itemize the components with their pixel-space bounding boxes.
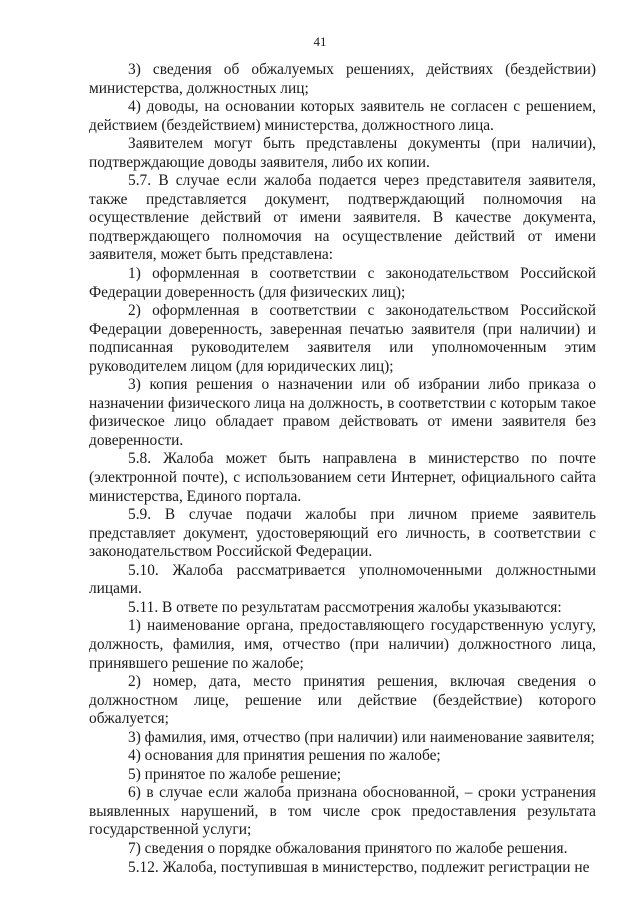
paragraph-5-7-item-3: 3) копия решения о назначении или об избрании либо приказа о назначении физического лица на должность, в соответствии с которым такое физическое лицо обладает правом действовать от имени заявителя без доверенности. [89,376,596,449]
paragraph-5-10: 5.10. Жалоба рассматривается уполномоченными должностными лицами. [89,561,596,598]
paragraph-5-11-item-1: 1) наименование органа, предоставляющего государственную услугу, должность, фамилия, имя, отчество (при наличии) должностного лица, принявшего решение по жалобе; [89,617,596,672]
paragraph-item-4-arguments: 4) доводы, на основании которых заявитель не согласен с решением, действием (бездействием) министерства, должностного лица. [89,98,596,134]
paragraph-5-7-item-1: 1) оформленная в соответствии с законодательством Российской Федерации доверенность (для физических лиц); [89,265,596,301]
paragraph-5-11-item-3: 3) фамилия, имя, отчество (при наличии) или наименование заявителя; [128,728,595,746]
page-number: 41 [313,34,327,49]
paragraph-5-8: 5.8. Жалоба может быть направлена в министерство по почте (электронной почте), с использованием сети Интернет, официального сайта министерства, Единого портала. [89,450,596,505]
paragraph-5-12: 5.12. Жалоба, поступившая в министерство, подлежит регистрации не [128,858,590,876]
document-body [89,61,596,877]
paragraph-5-11-item-4: 4) основания для принятия решения по жалобе; [128,747,441,765]
paragraph-5-7-item-2: 2) оформленная в соответствии с законодательством Российской Федерации доверенность, заверенная печатью заявителя (при наличии) и подписанная руководителем заявителя или уполномоченным этим руководителем лицом (для юридических лиц); [89,302,596,375]
paragraph-item-3-appealed-decisions: 3) сведения об обжалуемых решениях, действиях (бездействии) министерства, должностных лиц; [89,61,596,97]
paragraph-5-11-item-7: 7) сведения о порядке обжалования принятого по жалобе решения. [128,839,568,857]
paragraph-5-7: 5.7. В случае если жалоба подается через представителя заявителя, также представляется документ, подтверждающий полномочия на осуществление действий от имени заявителя. В качестве документа, подтверждающего полномочия на осуществление действий от имени заявителя, может быть представлена: [89,172,596,264]
paragraph-5-11: 5.11. В ответе по результатам рассмотрения жалобы указываются: [128,598,562,616]
paragraph-5-11-item-2: 2) номер, дата, место принятия решения, включая сведения о должностном лице, решение или действие (бездействие) которого обжалуется; [89,673,596,728]
paragraph-5-11-item-5: 5) принятое по жалобе решение; [128,765,342,783]
paragraph-supporting-documents: Заявителем могут быть представлены документы (при наличии), подтверждающие доводы заявителя, либо их копии. [89,135,596,171]
paragraph-5-9: 5.9. В случае подачи жалобы при личном приеме заявитель представляет документ, удостоверяющий его личность, в соответствии с законодательством Российской Федерации. [89,506,596,561]
paragraph-5-11-item-6: 6) в случае если жалоба признана обоснованной, – сроки устранения выявленных нарушений, в том числе срок предоставления результата государственной услуги; [89,784,596,839]
